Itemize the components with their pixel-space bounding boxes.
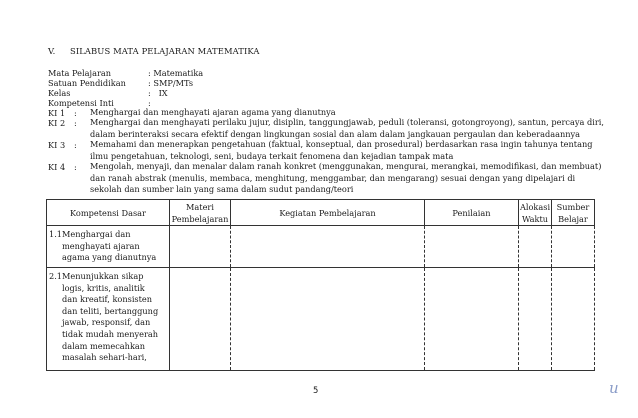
info-value-kelas: : IX	[148, 88, 168, 98]
section-number: V.	[48, 46, 56, 56]
table-header-row	[47, 200, 595, 226]
kd-cell	[47, 268, 170, 371]
kd-line: Menghargai dan	[62, 229, 131, 239]
syllabus-table	[46, 199, 595, 371]
section-title: SILABUS MATA PELAJARAN MATEMATIKA	[70, 46, 260, 56]
ki-3-colon: :	[74, 140, 77, 150]
ki-3-line: Memahami dan menerapkan pengetahuan (faktual, konseptual, dan prosedural) berdasarkan rasa ingin tahunya tentang	[90, 139, 593, 149]
info-label-satuan-pendidikan: Satuan Pendidikan	[48, 78, 126, 88]
ki-3-line: ilmu pengetahuan, teknologi, seni, budaya terkait fenomena dan kejadian tampak mata	[90, 150, 454, 161]
header-materi-pembelajaran: Materi Pembelajaran	[170, 200, 231, 226]
alokasi-cell	[519, 226, 552, 268]
kd-line: menghayati ajaran	[62, 240, 140, 251]
sumber-cell	[552, 226, 595, 268]
ki-2-colon: :	[74, 118, 77, 128]
info-value-kompetensi-inti: :	[148, 98, 151, 108]
publisher-logo-icon: u	[609, 379, 619, 397]
ki-3-text	[90, 139, 592, 162]
info-label-mata-pelajaran: Mata Pelajaran	[48, 68, 112, 78]
ki-4-line: sekolah dan sumber lain yang sama dalam sudut pandang/teori	[90, 184, 354, 195]
kd-line: masalah sehari-hari,	[62, 352, 147, 363]
kd-number: 1.1	[49, 229, 63, 239]
table-row	[47, 226, 595, 268]
ki-4-line: dan ranah abstrak (menulis, membaca, menghitung, menggambar, dan mengarang) sesuai dengan yang dipelajari di	[90, 172, 576, 183]
info-value-mata-pelajaran: : Matematika	[148, 68, 204, 78]
table-row	[47, 268, 595, 371]
ki-1-line: Menghargai dan menghayati ajaran agama yang dianutnya	[90, 107, 336, 117]
kegiatan-cell	[231, 268, 425, 371]
info-value-satuan-pendidikan: : SMP/MTs	[148, 78, 194, 88]
info-label-kelas: Kelas	[48, 88, 71, 98]
penilaian-cell	[425, 226, 519, 268]
kd-line: dan kreatif, konsisten	[62, 294, 153, 305]
ki-4-code: KI 4	[48, 162, 66, 172]
header-alokasi-waktu: Alokasi Waktu	[519, 201, 551, 224]
kd-line: dan teliti, bertanggung	[62, 305, 159, 316]
kd-cell	[47, 226, 170, 268]
page-number: 5	[313, 385, 319, 395]
ki-4-text	[90, 161, 601, 196]
sumber-cell	[552, 268, 595, 371]
info-label-kompetensi-inti: Kompetensi Inti	[48, 98, 114, 108]
alokasi-cell	[519, 268, 552, 371]
ki-1-colon: :	[74, 108, 77, 118]
ki-3-code: KI 3	[48, 140, 66, 150]
ki-2-code: KI 2	[48, 118, 66, 128]
materi-cell	[170, 268, 231, 371]
kd-number: 2.1	[49, 271, 63, 281]
kd-line: jawab, responsif, dan	[62, 317, 151, 328]
ki-2-line: dalam berinteraksi secara efektif dengan lingkungan sosial dan alam dalam jangkauan pergaulan dan keberadaannya	[90, 128, 581, 139]
kd-line: tidak mudah menyerah	[62, 328, 159, 339]
ki-4-line: Mengolah, menyaji, dan menalar dalam ranah konkret (menggunakan, mengurai, merangkai, memodifikasi, dan membuat)	[90, 161, 602, 171]
header-sumber-belajar: Sumber Belajar	[552, 200, 595, 226]
ki-2-text	[90, 117, 604, 140]
kd-line: Menunjukkan sikap	[62, 271, 144, 281]
section-heading	[48, 46, 260, 56]
header-kompetensi-dasar: Kompetensi Dasar	[47, 200, 170, 226]
kd-line: dalam memecahkan	[62, 340, 146, 351]
ki-2-line: Menghargai dan menghayati perilaku jujur, disiplin, tanggungjawab, peduli (toleransi, gotongroyong), santun, percaya diri,	[90, 117, 604, 127]
header-penilaian: Penilaian	[425, 200, 519, 226]
materi-cell	[170, 226, 231, 268]
kd-line: logis, kritis, analitik	[62, 282, 145, 293]
penilaian-cell	[425, 268, 519, 371]
ki-4-colon: :	[74, 162, 77, 172]
kd-line: agama yang dianutnya	[62, 252, 157, 263]
header-kegiatan-pembelajaran: Kegiatan Pembelajaran	[231, 200, 425, 226]
kegiatan-cell	[231, 226, 425, 268]
ki-1-code: KI 1	[48, 108, 66, 118]
